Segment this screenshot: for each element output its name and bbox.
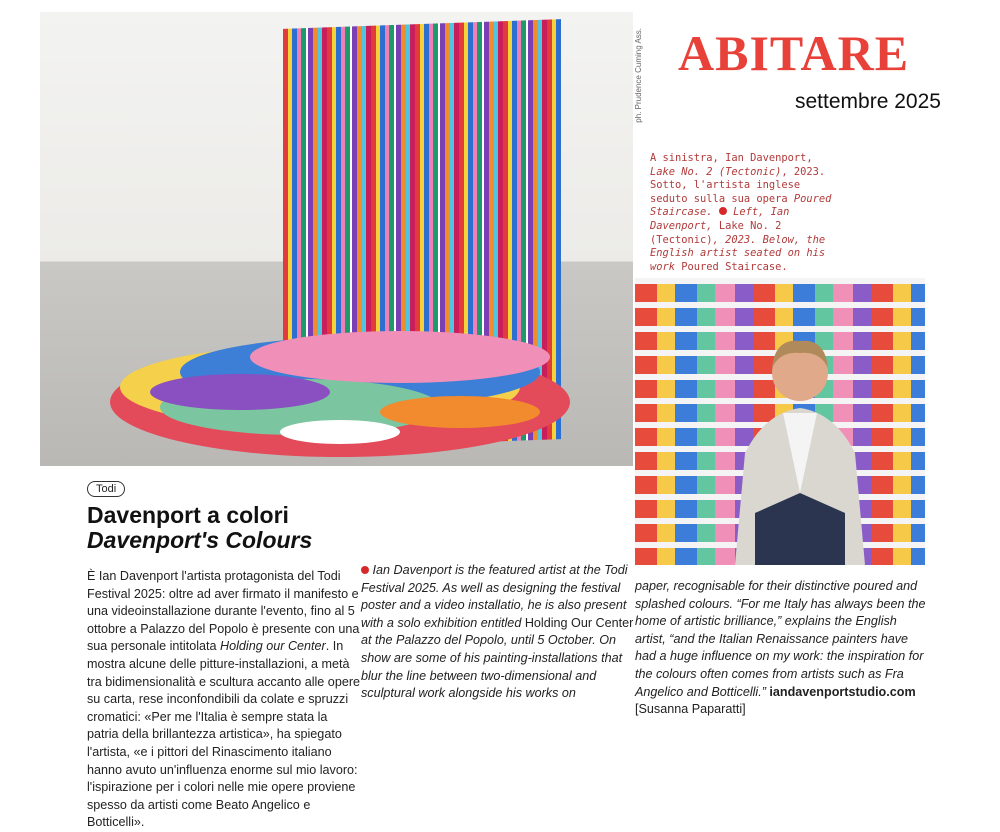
staircase-photo bbox=[635, 278, 925, 565]
caption-work: Lake No. 2 (Tectonic) bbox=[650, 165, 782, 178]
body-text-english: Ian Davenport is the featured artist at the Todi Festival 2025. As well as designing the festival poster and a video installatio, he is also present with a solo exhibition entitled bbox=[361, 563, 628, 630]
body-text-english: at the Palazzo del Popolo, until 5 October. On show are some of his painting-installations that blur the line between two-dimensional and sculptural work alongside his works on bbox=[361, 633, 623, 701]
caption-text: , 2023. Below, the English artist seated on his work bbox=[650, 233, 826, 273]
artist-website-link[interactable]: iandavenportstudio.com bbox=[769, 684, 916, 699]
article-column-3 bbox=[635, 578, 930, 719]
caption-text: A sinistra, Ian Davenport, bbox=[650, 152, 813, 164]
bullet-dot bbox=[719, 207, 727, 215]
poured-paint-floor bbox=[40, 12, 633, 466]
magazine-masthead: ABITARE bbox=[678, 25, 910, 81]
body-text: . In mostra alcune delle pitture-installazioni, a metà tra bidimensionalità e scultura accanto alle opere su carta, rese inconfondibili da colate e spruzzi cromatici: «Per me l'Italia è sempre stata la patria della brillantezza artistica», ha spiegato l'artista, «e i pittori del Rinascimento italiano hanno avuto un'influenza enorme sul mio lavoro: l'ispirazione per i colori nelle mie opere proviene spesso da artisti come Beato Angelico e Botticelli». bbox=[87, 639, 361, 830]
body-work-title: Holding our Center bbox=[220, 639, 326, 654]
location-tag: Todi bbox=[87, 481, 125, 497]
installation-photo bbox=[40, 12, 633, 466]
article-title bbox=[87, 503, 312, 553]
bullet-dot bbox=[361, 566, 369, 574]
body-text-english: paper, recognisable for their distinctive poured and splashed colours. “For me Italy has always been the home of artistic brilliance,” explains the English artist, “and the Italian Renaissance painters have had a huge influence on my work: the inspiration for the colours often comes from artists such as Fra Angelico and Botticelli.” bbox=[635, 579, 926, 699]
caption-text: , 2023. Sotto, l'artista inglese seduto sulla sua opera bbox=[650, 165, 826, 205]
caption-work: Poured Staircase. bbox=[681, 260, 788, 273]
author-credit: [Susanna Paparatti] bbox=[635, 702, 746, 717]
artist-figure bbox=[725, 313, 875, 565]
body-work-title: Holding Our Center bbox=[524, 615, 634, 630]
article-column-1 bbox=[87, 568, 362, 830]
body-text: È Ian Davenport l'artista protagonista del Todi Festival 2025: oltre ad aver firmato il manifesto e una videoinstallazione durante l'evento, fino al 5 ottobre a Palazzo del Popolo è presente con una sua personale intitolata bbox=[87, 569, 360, 654]
caption-work: Lake No. 2 (Tectonic) bbox=[650, 219, 782, 246]
caption-work: Poured Staircase. bbox=[650, 192, 832, 219]
issue-date: settembre 2025 bbox=[795, 90, 941, 113]
article-column-2 bbox=[361, 506, 636, 808]
title-english: Davenport's Colours bbox=[87, 527, 313, 553]
photo-credit: ph. Prudence Cuming Ass. bbox=[634, 28, 643, 123]
photo-caption bbox=[650, 152, 840, 274]
title-italian: Davenport a colori bbox=[87, 502, 289, 528]
caption-text: Left, Ian Davenport, bbox=[650, 206, 790, 232]
